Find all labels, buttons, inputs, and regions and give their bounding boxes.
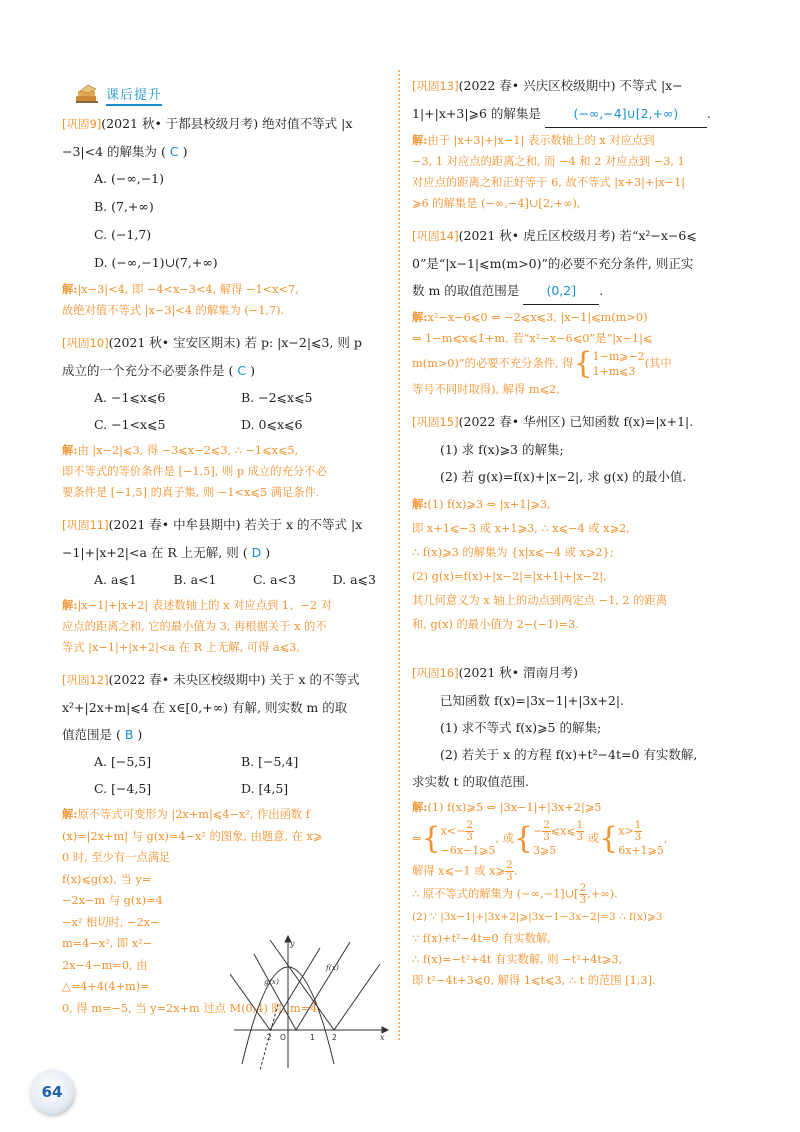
solution-text: 要条件是 [−1,5] 的真子集, 则 −1<x⩽5 满足条件. (62, 486, 320, 499)
y-label: y (290, 939, 295, 948)
solution (412, 307, 748, 400)
solution-text: 即不等式的等价条件是 [−1,5], 则 p 成立的充分不必 (62, 465, 327, 478)
solution-text: 即 t²−4t+3⩽0, 解得 1⩽t⩽3, ∴ t 的范围 [1,3]. (412, 974, 656, 987)
question-12 (62, 666, 388, 1042)
solution-text: 对应点的距离之和正好等于 6, 故不等式 |x+3|+|x−1| (412, 176, 686, 189)
question-text: (2022 春• 未央区校级期中) 关于 x 的不等式 (108, 672, 360, 687)
options-row (62, 748, 388, 775)
solution-text: m(m>0)”的必要不充分条件, 得 (412, 357, 574, 370)
option-d: D. (−∞,−1)∪(7,+∞) (94, 255, 218, 270)
options-row (62, 411, 388, 438)
g-label: g(x) (264, 977, 279, 986)
tick-label: -2 (264, 1033, 272, 1042)
case-system: 1−m⩾−2 1+m⩽3 (592, 350, 645, 378)
question-text: (2021 秋• 宝安区期末) 若 p: |x−2|⩽3, 则 p (108, 335, 362, 350)
solution-text: (其中 (644, 357, 672, 370)
question-text: . (706, 106, 711, 121)
question-text: ) (182, 144, 188, 159)
question-text: 已知函数 f(x)=|3x−1|+|3x+2|. (440, 693, 625, 708)
solution-text: 等式 |x−1|+|x+2|<a 在 R 上无解, 可得 a⩽3, (62, 641, 300, 654)
solution-text: 由 |x−2|⩽3, 得 −3⩽x−2⩽3, ∴ −1⩽x⩽5, (77, 444, 299, 457)
solution-label: 解: (62, 807, 78, 821)
question-16 (412, 659, 748, 991)
question-text: ) (137, 727, 143, 742)
solution-label: 解: (62, 598, 78, 612)
question-text: −3|<4 的解集为 ( (62, 144, 166, 159)
options-row (62, 775, 388, 802)
option-a: A. [−5,5] (94, 754, 152, 769)
question-tag: [巩固11] (62, 518, 109, 532)
question-part: (2) 若 g(x)=f(x)+|x−2|, 求 g(x) 的最小值. (440, 469, 687, 484)
question-text: 数 m 的取值范围是 (412, 283, 520, 298)
question-text: (2021 秋• 于都县校级月考) 绝对值不等式 |x (101, 116, 353, 131)
solution-text: 由于 |x+3|+|x−1| 表示数轴上的 x 对应点到 (427, 134, 655, 147)
option-d: D. [4,5] (241, 781, 289, 796)
options-row (62, 384, 388, 411)
tick-label: 1 (310, 1033, 315, 1042)
f-line-3 (254, 942, 350, 1030)
solution (412, 130, 748, 214)
option-b: B. (7,+∞) (94, 199, 154, 214)
question-11 (62, 511, 388, 658)
question-tag: [巩固14] (412, 229, 459, 243)
function-graph (230, 934, 390, 1076)
option-b: B. a<1 (173, 572, 217, 587)
question-text: . (599, 283, 604, 298)
solution-label: 解: (62, 443, 78, 457)
question-text: (2022 春• 华州区) 已知函数 f(x)=|x+1|. (458, 414, 694, 429)
question-text: ) (250, 363, 255, 378)
option-c: C. a<3 (253, 572, 296, 587)
option-b: B. −2⩽x⩽5 (241, 390, 313, 405)
solution-text: 故绝对值不等式 |x−3|<4 的解集为 (−1,7). (62, 304, 285, 317)
question-10 (62, 329, 388, 503)
solution-text: 0, 得 m=−5, 当 y=2x+m 过点 M(0,4) 时, m=4. (62, 1001, 321, 1015)
question-13 (412, 72, 748, 214)
question-15 (412, 408, 748, 637)
solution-text: −3, 1 对应点的距离之和, 而 −4 和 2 对应点到 −3, 1 (412, 155, 685, 168)
solution-text: |x−1|+|x+2| 表述数轴上的 x 对应点到 1、−2 对 (77, 599, 332, 612)
solution-text: ∴ 原不等式的解集为 (−∞,−1]∪[ (412, 887, 579, 901)
right-column (412, 72, 748, 999)
solution: 解:(1) f(x)⩾5 ⇔ |3x−1|+|3x+2|⩾5 ⇔{x<− $\frac{2}{3}$ −6x−1⩾5, 或{− $\frac{2}{3}$ ⩽x⩽ $\frac{1}{3}$ 3⩾5 或{x> $\frac{1}{3}$ 6x+1⩾5, 解得 x⩽−1 或 x⩾ $\frac{2}{3}$ . ∴ 原不等式的解集为 (−∞,−1]∪[ $\frac{2}{3}$ ,+∞). (2) ∵ |3x−1|+|3x+2|⩾|3x−1−3x−2|=3 ∴ f(x)⩾3 ∵ f(x)+t²−4t=0 有实数解, ∴ f(x)=−t²+4t 有实数解, 则 −t²+4t⩾3, 即 t²−4t+3⩽0, 解得 1⩽t⩽3, ∴ t 的范围 [1,3]. (412, 797, 748, 991)
answer: B (124, 727, 134, 742)
question-part: (1) 求不等式 f(x)⩾5 的解集; (440, 720, 602, 735)
question-tag: [巩固16] (412, 666, 459, 680)
solution (62, 440, 388, 503)
question-tag: [巩固15] (412, 415, 459, 429)
question-tag: [巩固13] (412, 79, 459, 93)
solution-text: 应点的距离之和, 它的最小值为 3, 再根据关于 x 的不 (62, 620, 327, 633)
brace: { (573, 346, 593, 381)
solution-text: 解得 x⩽−1 或 x⩾ (412, 864, 505, 878)
answer: C (169, 144, 179, 159)
question-part: (2) 若关于 x 的方程 f(x)+t²−4t=0 有实数解, (440, 747, 698, 762)
solution-label: 解: (412, 133, 428, 147)
solution (62, 595, 388, 658)
solution-text: f(x)⩽g(x), 当 y= (62, 872, 152, 886)
solution-text: 等号不同时取得), 解得 m⩽2, (412, 383, 560, 396)
solution-text: (1) f(x)⩾3 ⇔ |x+1|⩾3, (427, 498, 551, 511)
options-row (62, 566, 388, 593)
question-tag: [巩固10] (62, 336, 109, 350)
column-divider (398, 70, 400, 1040)
question-tag: [巩固9] (62, 117, 102, 131)
f-line-1 (230, 948, 320, 1030)
solution-text: 其几何意义为 x 轴上的动点到两定点 −1, 2 的距离 (412, 594, 668, 607)
question-9 (62, 110, 388, 321)
solution-text: ⩾6 的解集是 (−∞,−4]∪[2,+∞), (412, 197, 581, 210)
solution-label: 解: (412, 800, 428, 814)
option-d: D. a⩽3 (332, 572, 376, 587)
solution-text: 2x−4−m=0, 由 (62, 958, 148, 972)
solution-text: |x−3|<4, 即 −4<x−3<4, 解得 −1<x<7, (77, 283, 299, 296)
page-number: 64 (41, 1083, 63, 1101)
brace: { (421, 821, 441, 856)
page-number-badge (30, 1070, 74, 1114)
question-text: (2021 秋• 渭南月考) (458, 665, 578, 680)
solution-text: x²−x−6⩽0 ⇔ −2⩽x⩽3, |x−1|⩽m(m>0) (427, 311, 648, 324)
solution-text: ∴ f(x)⩾3 的解集为 {x|x⩽−4 或 x⩾2}; (412, 546, 614, 559)
solution-label: 解: (412, 310, 428, 324)
question-tag: [巩固12] (62, 673, 109, 687)
solution-text: m=4−x², 即 x²− (62, 937, 153, 950)
solution-text: (x)=|2x+m| 与 g(x)=4−x² 的图象, 由题意, 在 x⩾ (62, 829, 323, 843)
solution-text: −2x−m 与 g(x)=4 (62, 894, 163, 907)
solution-text: 即 x+1⩽−3 或 x+1⩾3, ∴ x⩽−4 或 x⩾2, (412, 522, 630, 535)
tick-label: O (280, 1033, 286, 1042)
question-text: (2021 春• 中牟县期中) 若关于 x 的不等式 |x (108, 517, 363, 532)
solution-text: (2) ∵ |3x−1|+|3x+2|⩾|3x−1−3x−2|=3 ∴ f(x)⩾3 (412, 911, 663, 923)
graph-svg (230, 934, 390, 1072)
solution-text: 和, g(x) 的最小值为 2−(−1)=3. (412, 618, 579, 631)
case-systems: ⇔{x<− $\frac{2}{3}$ −6x−1⩾5, 或{− $\frac{2}{3}$ ⩽x⩽ $\frac{1}{3}$ 3⩾5 或{x> $\frac{1}{3}$ 6x+1⩾5, (412, 819, 668, 857)
answer-blank: (0,2] (523, 277, 599, 305)
question-part: 求实数 t 的取值范围. (412, 774, 529, 789)
solution-text: ∴ f(x)=−t²+4t 有实数解, 则 −t²+4t⩾3, (412, 953, 623, 966)
question-text: (2021 秋• 虎丘区校级月考) 若“x²−x−6⩽ (458, 228, 697, 243)
books-icon (74, 84, 100, 106)
question-text: 1|+|x+3|⩾6 的解集是 (412, 106, 541, 121)
answer-blank: (−∞,−4]∪[2,+∞) (545, 100, 707, 128)
brace: { (513, 821, 533, 856)
question-text: x²+|2x+m|⩽4 在 x∈[0,+∞) 有解, 则实数 m 的取 (62, 700, 348, 715)
solution-text: △=4+4(4+m)= (62, 980, 150, 993)
solution-label: 解: (62, 282, 78, 296)
option-a: A. (−∞,−1) (94, 171, 165, 186)
solution-text: ∵ f(x)+t²−4t=0 有实数解, (412, 932, 551, 945)
section-header (74, 70, 388, 106)
option-a: A. −1⩽x⩽6 (94, 390, 166, 405)
question-text: 值范围是 ( (62, 727, 121, 742)
solution-text: (2) g(x)=f(x)+|x−2|=|x+1|+|x−2|, (412, 570, 607, 583)
question-text: 成立的一个充分不必要条件是 ( (62, 363, 234, 378)
f-label: f(x) (326, 963, 339, 972)
question-text: (2022 春• 兴庆区校级期中) 不等式 |x− (458, 78, 683, 93)
question-text: ) (265, 545, 271, 560)
option-d: D. 0⩽x⩽6 (241, 417, 303, 432)
solution-text: 0 时, 至少有一点满足 (62, 851, 171, 864)
question-14 (412, 222, 748, 400)
solution-text: −x² 相切时, −2x− (62, 915, 160, 929)
f-line-2 (270, 940, 380, 1030)
question-part: (1) 求 f(x)⩾3 的解集; (440, 442, 564, 457)
question-text: −1|+|x+2|<a 在 R 上无解, 则 ( (62, 545, 248, 560)
option-c: C. [−4,5] (94, 781, 152, 796)
question-text: 0”是“|x−1|⩽m(m>0)”的必要不充分条件, 则正实 (412, 256, 694, 271)
option-c: C. (−1,7) (94, 227, 152, 242)
solution-label: 解: (412, 497, 428, 511)
answer: D (251, 545, 262, 560)
solution-text: 原不等式可变形为 |2x+m|⩽4−x², 作出函数 f (77, 808, 310, 821)
option-c: C. −1<x⩽5 (94, 417, 166, 432)
solution (412, 492, 748, 637)
solution-text: ⇔ 1−m⩽x⩽1+m, 若“x²−x−6⩽0”是“|x−1|⩽ (412, 332, 653, 345)
option-a: A. a⩽1 (94, 572, 137, 587)
option-b: B. [−5,4] (241, 754, 299, 769)
x-label: x (380, 1033, 385, 1042)
tick-label: 2 (332, 1033, 337, 1042)
section-title: 课后提升 (106, 84, 162, 106)
left-column (62, 70, 388, 1042)
answer: C (237, 363, 247, 378)
solution-text: (1) f(x)⩾5 ⇔ |3x−1|+|3x+2|⩾5 (427, 801, 602, 814)
brace: { (599, 821, 619, 856)
solution (62, 279, 388, 321)
